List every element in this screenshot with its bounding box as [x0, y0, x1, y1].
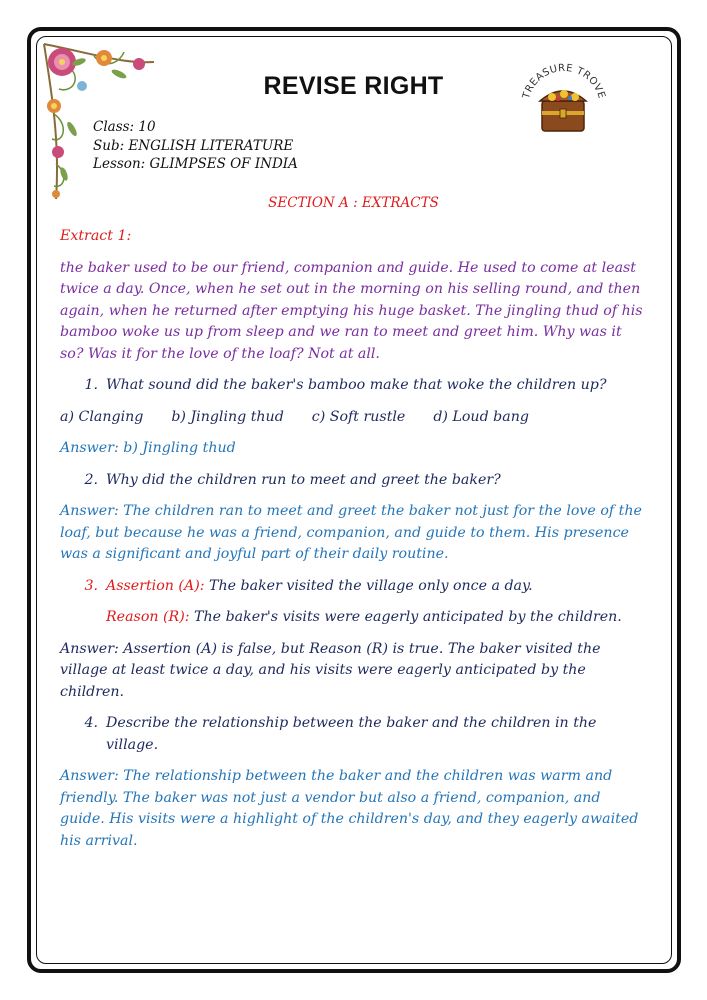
- option-a: a) Clanging: [60, 408, 144, 425]
- answer-2: Answer: The children ran to meet and greet the baker not just for the love of the loaf, but because he was a friend, companion, and guide to them. His presence was a significant and joyful part of their daily routine.: [60, 503, 642, 562]
- answer-3: Answer: Assertion (A) is false, but Reason (R) is true. The baker visited the village at least twice a day, and his visits were eagerly anticipated by the children.: [60, 640, 601, 700]
- extract-passage: the baker used to be our friend, companion and guide. He used to come at least twice a day. Once, when he set out in the morning on his selling round, and then again, when he returned after emptying his huge basket. The jingling thud of his bamboo woke us up from sleep and we ran to meet and greet him. Why was it so? Was it for the love of the loaf? Not at all.: [60, 259, 643, 362]
- extract-label: Extract 1:: [60, 228, 132, 244]
- reason-text: The baker's visits were eagerly anticipated by the children.: [189, 609, 622, 625]
- subject-line: Sub: ENGLISH LITERATURE: [93, 137, 294, 154]
- lesson-line: Lesson: GLIMPSES OF INDIA: [93, 156, 298, 172]
- question-3-reason: [106, 607, 648, 629]
- class-line: Class: 10: [93, 119, 156, 135]
- question-text: What sound did the baker's bamboo make that woke the children up?: [106, 377, 607, 393]
- document-meta: [93, 118, 298, 174]
- question-number: 2.: [84, 471, 98, 488]
- question-number: 3.: [84, 577, 98, 594]
- section-title: SECTION A : EXTRACTS: [268, 195, 439, 211]
- assertion-label: Assertion (A):: [106, 577, 205, 594]
- option-b: b) Jingling thud: [171, 408, 284, 425]
- question-text: Why did the children run to meet and greet the baker?: [106, 471, 501, 488]
- assertion-text: The baker visited the village only once a day.: [204, 577, 533, 594]
- extract-content: [60, 226, 648, 862]
- question-4: [60, 713, 648, 756]
- option-d: d) Loud bang: [433, 408, 529, 425]
- question-1: [60, 375, 648, 397]
- reason-label: Reason (R):: [106, 609, 190, 625]
- answer-4: Answer: The relationship between the baker and the children was warm and friendly. The baker was not just a vendor but also a friend, companion, and guide. His visits were a highlight of the children's day, and they eagerly awaited his arrival.: [60, 768, 639, 849]
- page-title: REVISE RIGHT: [263, 72, 444, 100]
- treasure-chest-logo: [518, 55, 610, 143]
- question-text: Describe the relationship between the baker and the children in the village.: [106, 715, 597, 753]
- question-3: [60, 576, 648, 598]
- question-number: 1.: [84, 377, 98, 393]
- answer-1: Answer: b) Jingling thud: [60, 440, 236, 456]
- logo-text: TREASURE TROVE: [521, 62, 607, 101]
- question-2: [60, 470, 648, 492]
- question-1-options: [60, 407, 648, 429]
- question-number: 4.: [84, 715, 98, 731]
- option-c: c) Soft rustle: [311, 408, 406, 425]
